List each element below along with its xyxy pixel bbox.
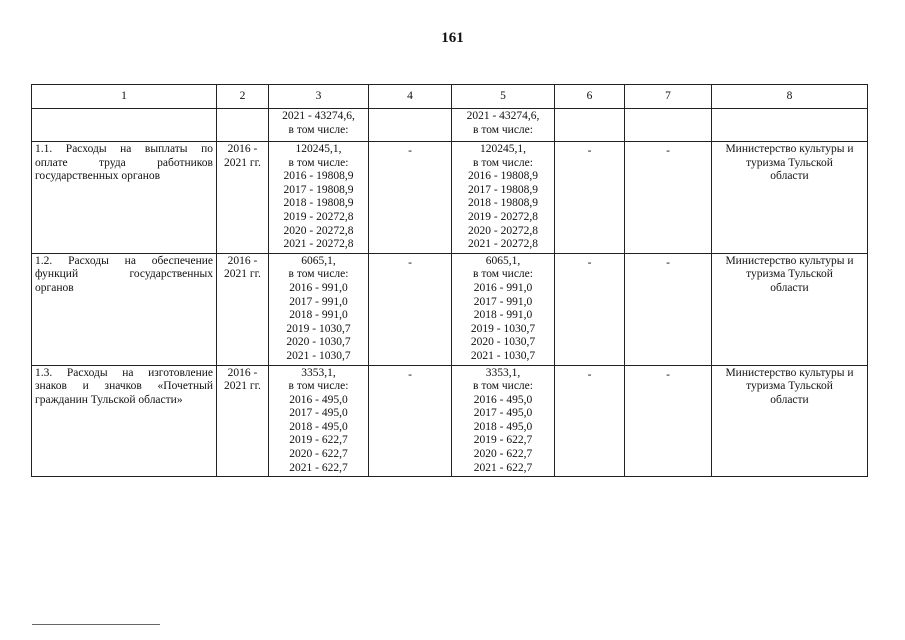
budget-line: 3353,1, (485, 366, 521, 379)
carry-col-5-line: в том числе: (473, 123, 533, 136)
measure-name-cell (32, 365, 217, 477)
carry-col-3-line: в том числе: (288, 123, 349, 136)
carry-col-7 (625, 109, 712, 142)
header-col-7: 7 (625, 85, 712, 109)
budget-line: 2021 - 1030,7 (470, 349, 536, 362)
executor-cell (712, 253, 868, 365)
col-7-cell: - (625, 142, 712, 254)
header-row (32, 85, 868, 109)
budget-line: в том числе: (473, 380, 533, 393)
measure-name-line: знаков и значков «Почетный (35, 380, 213, 393)
funding-line: 2018 - 19808,9 (283, 197, 354, 210)
period-line: 2016 - (227, 366, 258, 379)
funding-line: в том числе: (288, 156, 349, 169)
budget-line: 2021 - 622,7 (473, 461, 533, 474)
table-body (32, 142, 868, 477)
period-line: 2021 гг. (224, 156, 261, 169)
regional-budget-cell (452, 253, 555, 365)
budget-line: 2019 - 1030,7 (470, 322, 536, 335)
program-table (31, 84, 868, 477)
budget-line: 2018 - 19808,9 (468, 197, 538, 210)
period-cell (217, 142, 269, 254)
executor-line: Министерство культуры и (725, 143, 854, 155)
funding-line: 2020 - 622,7 (289, 448, 348, 461)
executor-cell (712, 365, 868, 477)
header-col-1: 1 (32, 85, 217, 109)
measure-name-line: 1.1. Расходы на выплаты по (35, 143, 213, 155)
measure-name-line: оплате труда работников (35, 156, 213, 169)
budget-line: 2017 - 19808,9 (468, 183, 538, 196)
col-7-cell: - (625, 365, 712, 477)
executor-line: области (770, 281, 809, 294)
funding-line: 2021 - 1030,7 (286, 349, 351, 362)
carry-col-2 (217, 109, 269, 142)
budget-line: 2021 - 20272,8 (468, 238, 538, 251)
funding-line: 2016 - 991,0 (289, 281, 348, 294)
budget-line: 2020 - 20272,8 (468, 224, 538, 237)
regional-budget-cell (452, 365, 555, 477)
period-line: 2021 гг. (224, 268, 261, 281)
carry-over-row (32, 109, 868, 142)
period-line: 2016 - (227, 254, 258, 267)
measure-name-line: 1.2. Расходы на обеспечение (35, 254, 213, 267)
budget-line: 6065,1, (485, 254, 521, 267)
col-6-cell: - (555, 253, 625, 365)
executor-line: области (770, 170, 809, 183)
measure-name-cell (32, 142, 217, 254)
budget-line: 2016 - 991,0 (473, 281, 533, 294)
footnote-rule (32, 624, 160, 625)
funding-line: 6065,1, (301, 254, 336, 267)
carry-col-4 (369, 109, 452, 142)
executor-line: Министерство культуры и (725, 254, 854, 267)
col-4-cell: - (369, 253, 452, 365)
budget-line: 2018 - 495,0 (473, 420, 533, 433)
col-6-cell: - (555, 365, 625, 477)
funding-line: 2021 - 622,7 (289, 461, 348, 474)
funding-total-cell (269, 253, 369, 365)
carry-col-3-line: 2021 - 43274,6, (282, 110, 355, 122)
funding-line: 3353,1, (301, 366, 336, 379)
funding-line: 2019 - 20272,8 (283, 210, 354, 223)
carry-col-5-line: 2021 - 43274,6, (466, 110, 540, 122)
col-4-cell: - (369, 142, 452, 254)
executor-line: туризма Тульской (746, 156, 833, 169)
funding-line: 2019 - 622,7 (289, 434, 348, 447)
measure-name-line: 1.3. Расходы на изготовление (35, 366, 213, 379)
period-cell (217, 253, 269, 365)
funding-line: в том числе: (288, 380, 349, 393)
budget-line: в том числе: (473, 156, 533, 169)
table-row (32, 253, 868, 365)
budget-line: 2017 - 495,0 (473, 407, 533, 420)
carry-col-8 (712, 109, 868, 142)
funding-line: 120245,1, (295, 143, 342, 155)
carry-col-5 (452, 109, 555, 142)
measure-name-cell (32, 253, 217, 365)
budget-line: в том числе: (473, 268, 533, 281)
funding-line: 2017 - 495,0 (289, 407, 348, 420)
funding-line: 2016 - 495,0 (289, 393, 348, 406)
budget-line: 120245,1, (480, 143, 526, 155)
funding-line: 2019 - 1030,7 (286, 322, 351, 335)
col-6-cell: - (555, 142, 625, 254)
regional-budget-cell (452, 142, 555, 254)
funding-line: 2017 - 991,0 (289, 295, 348, 308)
carry-col-1 (32, 109, 217, 142)
budget-line: 2020 - 622,7 (473, 448, 533, 461)
executor-line: туризма Тульской (746, 268, 833, 281)
funding-line: 2018 - 991,0 (289, 309, 348, 322)
carry-col-3 (269, 109, 369, 142)
period-line: 2021 гг. (224, 380, 261, 393)
funding-line: 2020 - 1030,7 (286, 336, 351, 349)
executor-line: области (770, 393, 809, 406)
funding-line: 2016 - 19808,9 (283, 170, 354, 183)
period-line: 2016 - (227, 143, 258, 155)
budget-line: 2016 - 495,0 (473, 393, 533, 406)
table-row (32, 142, 868, 254)
period-cell (217, 365, 269, 477)
funding-total-cell (269, 142, 369, 254)
measure-name-line: функций государственных (35, 268, 213, 281)
funding-line: в том числе: (288, 268, 349, 281)
header-col-4: 4 (369, 85, 452, 109)
budget-line: 2016 - 19808,9 (468, 170, 538, 183)
funding-line: 2018 - 495,0 (289, 420, 348, 433)
budget-line: 2017 - 991,0 (473, 295, 533, 308)
table-row (32, 365, 868, 477)
measure-name-line: гражданин Тульской области» (35, 393, 183, 406)
page-number: 161 (441, 30, 464, 46)
executor-line: туризма Тульской (746, 380, 833, 393)
header-col-6: 6 (555, 85, 625, 109)
header-col-2: 2 (217, 85, 269, 109)
funding-line: 2021 - 20272,8 (283, 238, 354, 251)
funding-total-cell (269, 365, 369, 477)
executor-cell (712, 142, 868, 254)
budget-line: 2019 - 20272,8 (468, 210, 538, 223)
funding-line: 2017 - 19808,9 (283, 183, 354, 196)
budget-line: 2020 - 1030,7 (470, 336, 536, 349)
executor-line: Министерство культуры и (725, 366, 854, 379)
col-4-cell: - (369, 365, 452, 477)
header-col-8: 8 (712, 85, 868, 109)
header-col-3: 3 (269, 85, 369, 109)
col-7-cell: - (625, 253, 712, 365)
header-col-5: 5 (452, 85, 555, 109)
measure-name-line: государственных органов (35, 170, 161, 183)
budget-line: 2018 - 991,0 (473, 309, 533, 322)
measure-name-line: органов (35, 281, 74, 294)
funding-line: 2020 - 20272,8 (283, 224, 354, 237)
budget-line: 2019 - 622,7 (473, 434, 533, 447)
carry-col-6 (555, 109, 625, 142)
